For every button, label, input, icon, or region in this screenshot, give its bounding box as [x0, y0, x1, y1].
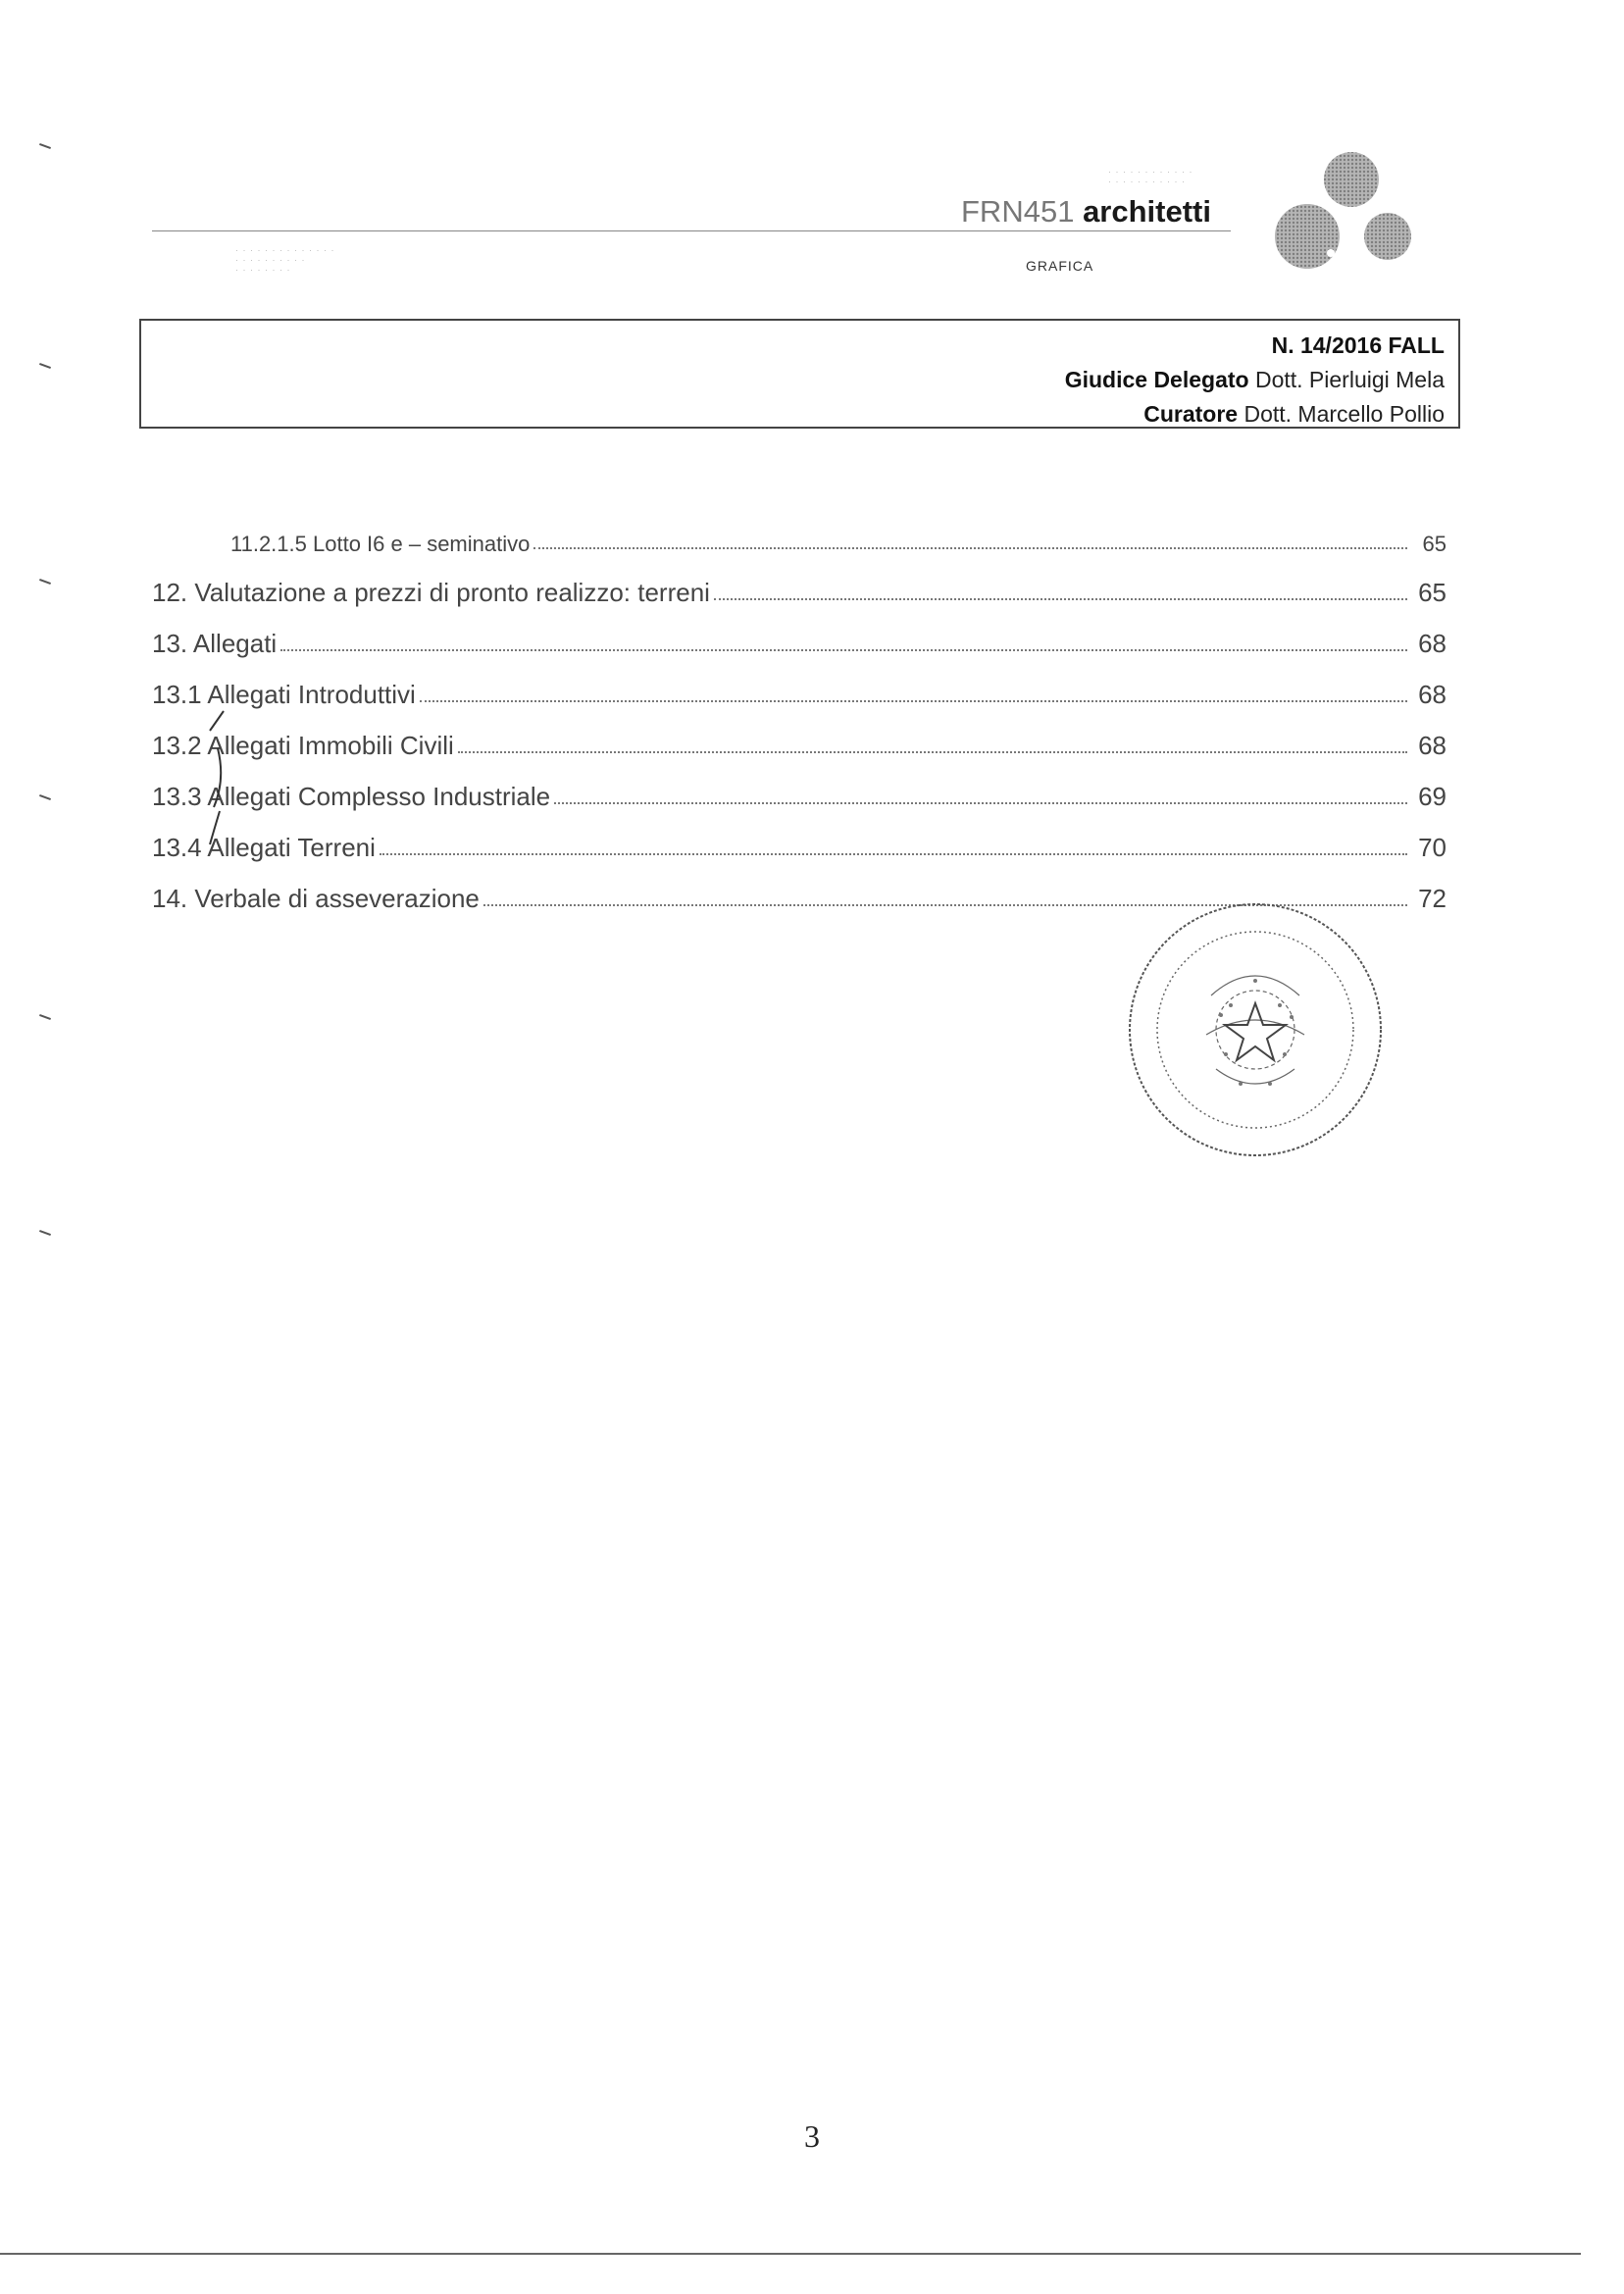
toc-leader-dots	[554, 802, 1407, 804]
toc-leader-dots	[714, 598, 1407, 600]
logo-subtitle: GRAFICA	[1026, 258, 1094, 274]
toc-entry-title: 13.2 Allegati Immobili Civili	[152, 731, 454, 760]
toc-entry-page: 68	[1418, 731, 1446, 760]
header-rule	[152, 230, 1231, 231]
handwritten-bracket-mark	[196, 701, 235, 848]
toc-entry-page: 65	[1418, 578, 1446, 607]
curator-label: Curatore	[1143, 401, 1239, 427]
curator-line	[1065, 397, 1445, 432]
logo-suffix: architetti	[1083, 194, 1211, 229]
toc-entry-page: 68	[1418, 680, 1446, 709]
curator-name: Dott. Marcello Pollio	[1243, 401, 1445, 427]
logo-wordmark	[961, 194, 1211, 229]
logo-icon	[1260, 142, 1417, 270]
toc-entry-page: 68	[1418, 629, 1446, 658]
toc-leader-dots	[380, 853, 1407, 855]
scan-mark	[39, 1014, 51, 1020]
toc-entry	[152, 557, 1446, 608]
toc-leader-dots	[420, 700, 1407, 702]
toc-entry	[152, 710, 1446, 761]
toc-entry-title: 12. Valutazione a prezzi di pronto realizzo: terreni	[152, 578, 710, 607]
toc-entry-title: 11.2.1.5 Lotto I6 e – seminativo	[230, 532, 531, 556]
toc-entry	[152, 761, 1446, 812]
toc-leader-dots	[533, 547, 1407, 549]
judge-line	[1065, 363, 1445, 397]
logo-prefix: FRN451	[961, 194, 1075, 229]
toc-leader-dots	[280, 649, 1407, 651]
table-of-contents	[152, 506, 1446, 914]
judge-name: Dott. Pierluigi Mela	[1254, 367, 1445, 392]
toc-entry-title: 13.3 Allegati Complesso Industriale	[152, 782, 551, 811]
toc-entry	[152, 506, 1446, 557]
toc-entry	[152, 812, 1446, 863]
bottom-rule	[0, 2253, 1581, 2255]
official-stamp-icon	[1113, 888, 1397, 1172]
scan-mark	[39, 143, 51, 149]
page-number: 3	[804, 2118, 820, 2154]
toc-leader-dots	[458, 751, 1407, 753]
judge-label: Giudice Delegato	[1064, 367, 1249, 392]
toc-entry	[152, 608, 1446, 659]
toc-entry-title: 13.1 Allegati Introduttivi	[152, 680, 416, 709]
toc-entry-page: 65	[1422, 532, 1446, 556]
toc-entry-page: 70	[1418, 833, 1446, 862]
toc-entry-page: 69	[1418, 782, 1446, 811]
scan-mark	[39, 579, 51, 585]
scan-mark	[39, 1230, 51, 1236]
scan-mark	[39, 794, 51, 800]
toc-entry	[152, 659, 1446, 710]
header-faint-text: · · · · · · · · · · · · · · · · · · · · · · · · · · · · · · · ·	[235, 245, 335, 275]
toc-entry-page: 72	[1418, 884, 1446, 913]
case-info-box	[139, 319, 1460, 429]
case-number: N. 14/2016 FALL	[1271, 332, 1445, 358]
toc-entry-title: 14. Verbale di asseverazione	[152, 884, 480, 913]
scan-mark	[39, 363, 51, 369]
toc-entry-title: 13. Allegati	[152, 629, 278, 658]
header-faint-text: · · · · · · · · · · · · · · · · · · · · · · ·	[1108, 167, 1193, 186]
toc-entry-title: 13.4 Allegati Terreni	[152, 833, 376, 862]
